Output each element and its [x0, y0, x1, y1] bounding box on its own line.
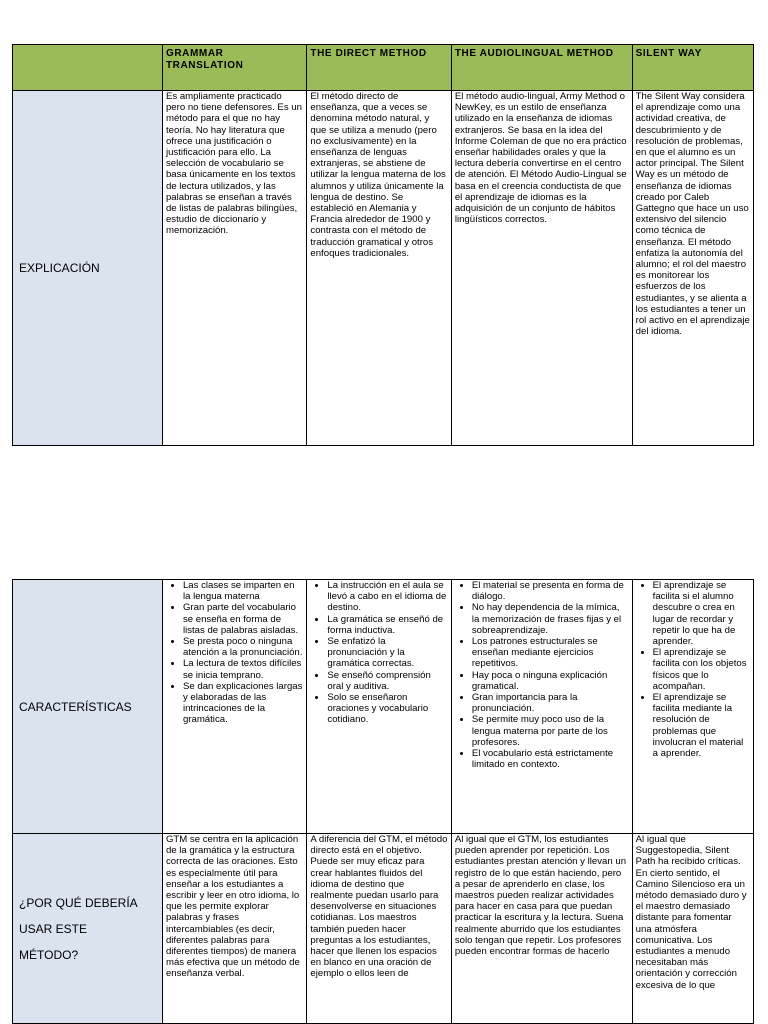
cell-explicacion-direct: El método directo de enseñanza, que a veces se denomina método natural, y que se utiliza a menudo (pero no exclusivamente) en la enseñanza de lenguas extranjeras, se abstiene de utilizar la lengua materna de los alumnos y utiliza únicamente la lengua de destino. Se estableció en Alemania y Francia alrededor de 1900 y contrasta con el método de traducción gramatical y otros enfoques tradicionales.: [307, 91, 451, 446]
list-item: • Los patrones estructurales se enseñan mediante ejercicios repetitivos.: [472, 636, 629, 670]
list-item: • Solo se enseñaron oraciones y vocabulario cotidiano.: [327, 692, 447, 726]
cell-porque-audio: Al igual que el GTM, los estudiantes pueden aprender por repetición. Los estudiantes prestan atención y llevan un registro de lo que están haciendo, pero a pesar de aprenderlo en clase, los maestros pueden realizar actividades para hacer en casa para que puedan practicar la escritura y la lectura. Suena realmente aburrido que los estudiantes solo tengan que repetir. Los profesores pueden encontrar formas de hacerlo: [451, 834, 632, 1024]
cell-porque-gt: GTM se centra en la aplicación de la gramática y la estructura correcta de las oraciones. Esto es especialmente útil para enseñar a los estudiantes a escribir y leer en otro idioma, lo que les permite explorar palabras y frases intercambiables (es decir, diferentes palabras para diferentes tiempos) de manera más efectiva que un método de enseñanza verbal.: [162, 834, 306, 1024]
cell-explicacion-gt: Es ampliamente practicado pero no tiene defensores. Es un método para el que no hay teoría. No hay literatura que ofrece una justificación o justificación para ello. La selección de vocabulario se basa únicamente en los textos de lectura utilizados, y las palabras se enseñan a través de listas de palabras bilingües, estudio de diccionario y memorización.: [162, 91, 306, 446]
methods-table-bottom: [12, 579, 754, 1024]
bullet-list-direct: [310, 580, 447, 726]
cell-caracteristicas-direct: [307, 580, 451, 834]
bullet-list-audio: [455, 580, 629, 770]
list-item: • Gran importancia para la pronunciación.: [472, 692, 629, 714]
row-label-caracteristicas: CARACTERÍSTICAS: [13, 580, 163, 834]
list-item: • Se presta poco o ninguna atención a la pronunciación.: [183, 636, 303, 658]
porque-row: [13, 834, 754, 1024]
methods-table-top: [12, 44, 754, 446]
list-item: • Se dan explicaciones largas y elaboradas de las intrincaciones de la gramática.: [183, 681, 303, 726]
list-item: • La lectura de textos difíciles se inicia temprano.: [183, 658, 303, 680]
list-item: • El aprendizaje se facilita con los objetos físicos que lo acompañan.: [653, 647, 750, 692]
header-silent-way: SILENT WAY: [632, 45, 753, 91]
list-item: • Gran parte del vocabulario se enseña en forma de listas de palabras aisladas.: [183, 602, 303, 636]
row-label-porque-line2: USAR ESTE: [19, 921, 88, 936]
list-item: • Se permite muy poco uso de la lengua materna por parte de los profesores.: [472, 714, 629, 748]
bullet-list-gt: [166, 580, 303, 726]
row-label-explicacion: EXPLICACIÓN: [13, 91, 163, 446]
header-row: [13, 45, 754, 91]
list-item: • Se enseñó comprensión oral y auditiva.: [327, 670, 447, 692]
header-grammar-translation: GRAMMAR TRANSLATION: [162, 45, 306, 91]
bullet-list-silent: [636, 580, 750, 759]
cell-porque-silent: Al igual que Suggestopedia, Silent Path ha recibido críticas. En cierto sentido, el Camino Silencioso era un método demasiado duro y el maestro demasiado distante para fomentar una atmósfera comunicativa. Los estudiantes a menudo necesitaban más orientación y corrección excesiva de lo que: [632, 834, 753, 1024]
header-direct-method: THE DIRECT METHOD: [307, 45, 451, 91]
cell-caracteristicas-silent: [632, 580, 753, 834]
cell-caracteristicas-gt: [162, 580, 306, 834]
list-item: • El aprendizaje se facilita mediante la resolución de problemas que involucran el material a aprender.: [653, 692, 750, 759]
list-item: • Se enfatizó la pronunciación y la gramática correctas.: [327, 636, 447, 670]
explicacion-row: [13, 91, 754, 446]
list-item: • La instrucción en el aula se llevó a cabo en el idioma de destino.: [327, 580, 447, 614]
cell-porque-direct: A diferencia del GTM, el método directo está en el objetivo. Puede ser muy eficaz para crear hablantes fluidos del idioma de destino que realmente puedan usarlo para desenvolverse en situaciones cotidianas. Los maestros también pueden hacer preguntas a los estudiantes, hacer que llenen los espacios en blanco en una oración de ejemplo o ellos leen de: [307, 834, 451, 1024]
caracteristicas-row: [13, 580, 754, 834]
list-item: • El aprendizaje se facilita si el alumno descubre o crea en lugar de recordar y repetir lo que ha de aprender.: [653, 580, 750, 647]
list-item: • El material se presenta en forma de diálogo.: [472, 580, 629, 602]
row-label-porque-line3: MÉTODO?: [19, 947, 79, 962]
cell-explicacion-silent: The Silent Way considera el aprendizaje como una actividad creativa, de descubrimiento y de resolución de problemas, en que el alumno es un actor principal. The Silent Way es un método de enseñanza de idiomas creado por Caleb Gattegno que hace un uso extensivo del silencio como técnica de enseñanza. El método enfatiza la autonomía del alumno; el rol del maestro es monitorear los esfuerzos de los estudiantes, y se alienta a los estudiantes a tener un rol activo en el aprendizaje del idioma.: [632, 91, 753, 446]
cell-explicacion-audio: El método audio-lingual, Army Method o NewKey, es un estilo de enseñanza utilizado en la enseñanza de idiomas extranjeros. Se basa en la idea del Informe Coleman de que no era práctico enseñar habilidades orales y que la lectura debería convertirse en el centro de atención. El Método Audio-Lingual se basa en el creencia conductista de que el aprendizaje de idiomas es la adquisición de un conjunto de hábitos lingüísticos correctos.: [451, 91, 632, 446]
cell-caracteristicas-audio: [451, 580, 632, 834]
list-item: • El vocabulario está estrictamente limitado en contexto.: [472, 748, 629, 770]
list-item: • Las clases se imparten en la lengua materna: [183, 580, 303, 602]
row-label-porque-line1: ¿POR QUÉ DEBERÍA: [19, 895, 138, 910]
row-label-porque: [13, 834, 163, 1024]
list-item: • Hay poca o ninguna explicación gramatical.: [472, 670, 629, 692]
header-blank: [13, 45, 163, 91]
list-item: • La gramática se enseñó de forma inductiva.: [327, 614, 447, 636]
list-item: • No hay dependencia de la mímica, la memorización de frases fijas y el sobreaprendizaje.: [472, 602, 629, 636]
header-audiolingual-method: THE AUDIOLINGUAL METHOD: [451, 45, 632, 91]
